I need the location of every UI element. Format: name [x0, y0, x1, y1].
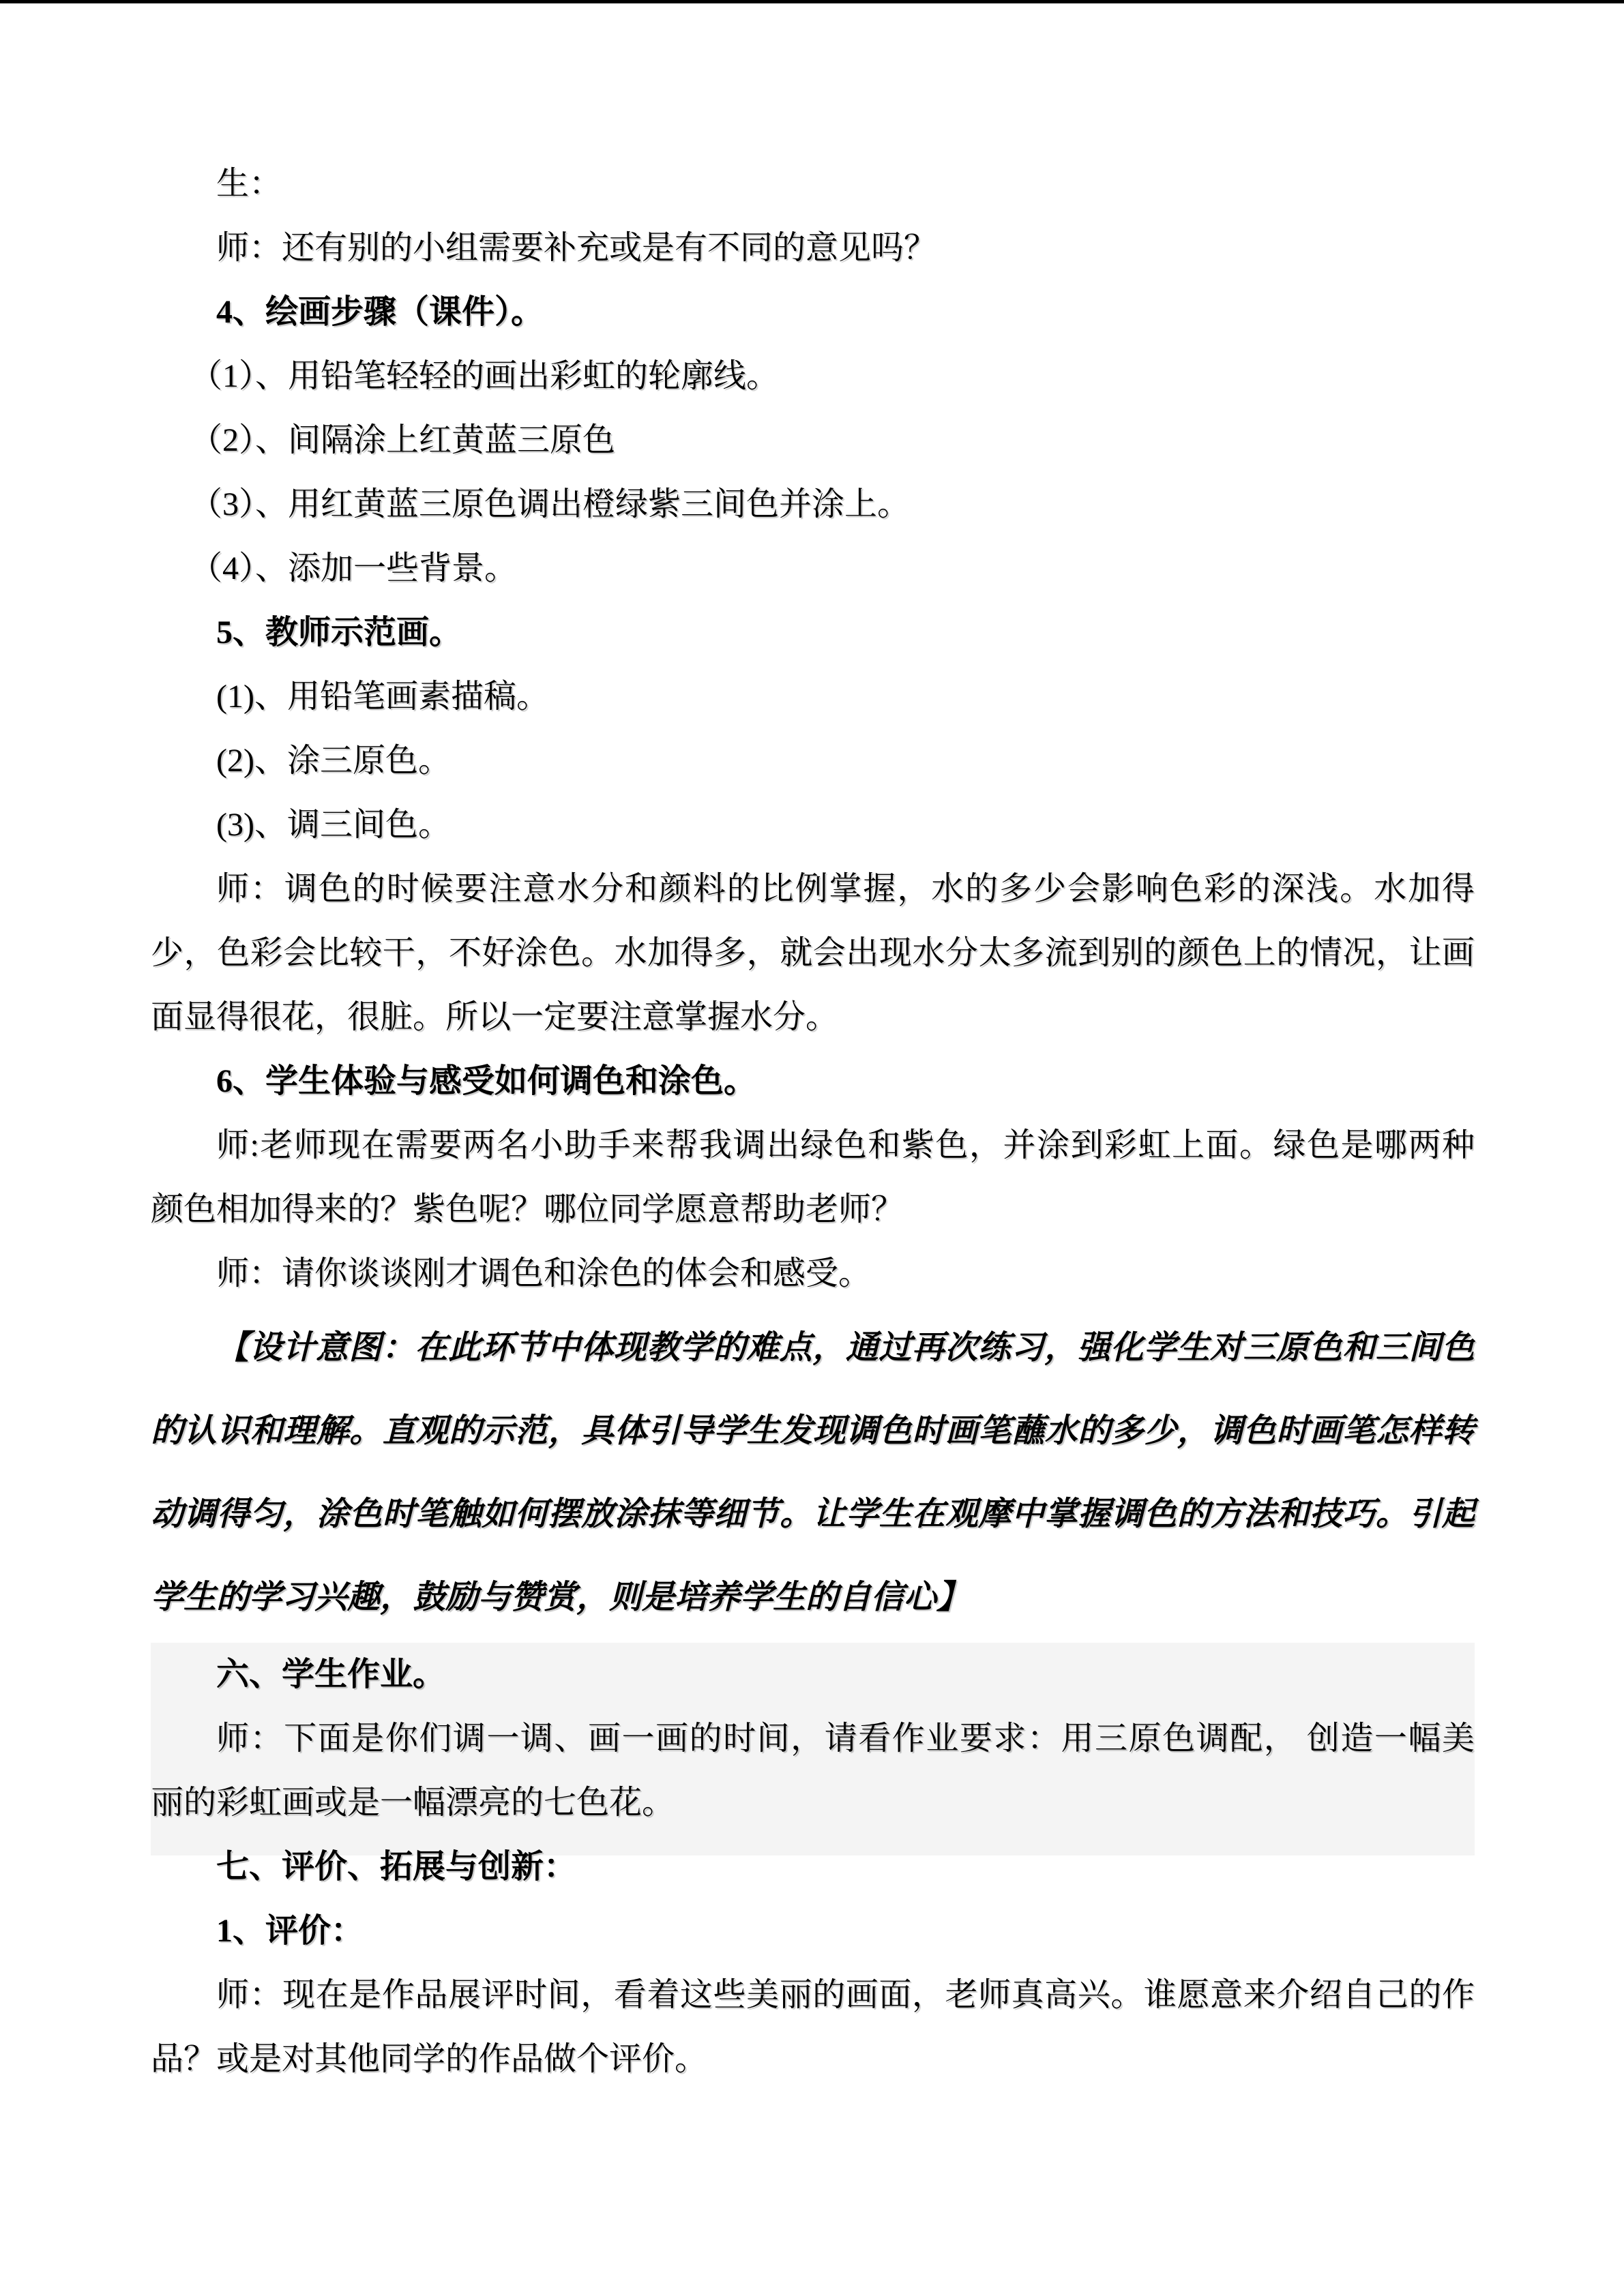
dialog-line: 师：现在是作品展评时间，看着这些美丽的画面，老师真高兴。谁愿意来介绍自己的作 — [216, 1977, 1475, 2013]
dialog-line: 师：还有别的小组需要补充或是有不同的意见吗？ — [216, 230, 937, 266]
paragraph-line: 品？或是对其他同学的作品做个评价。 — [151, 2041, 708, 2077]
paragraph-line: 少，色彩会比较干，不好涂色。水加得多，就会出现水分太多流到别的颜色上的情况，让画 — [151, 935, 1475, 971]
design-note-line: 【设计意图：在此环节中体现教学的难点，通过再次练习，强化学生对三原色和三间色 — [216, 1328, 1475, 1367]
design-intent-note — [151, 1306, 1475, 1639]
design-note-line: 的认识和理解。直观的示范，具体引导学生发现调色时画笔蘸水的多少，调色时画笔怎样转 — [151, 1412, 1475, 1450]
paragraph-line: 丽的彩虹画或是一幅漂亮的七色花。 — [151, 1785, 675, 1821]
list-item: （3）、用红黄蓝三原色调出橙绿紫三间色并涂上。 — [190, 486, 911, 522]
section-heading: 1、评价： — [216, 1913, 364, 1949]
section-heading: 5、教师示范画。 — [216, 614, 462, 651]
design-note-line: 动调得匀，涂色时笔触如何摆放涂抹等细节。让学生在观摩中掌握调色的方法和技巧。引起 — [151, 1495, 1475, 1533]
dialog-line: 师：下面是你们调一调、画一画的时间，请看作业要求：用三原色调配， 创造一幅美 — [216, 1720, 1475, 1757]
page-top-border — [0, 0, 1624, 3]
section-heading: 4、绘画步骤（课件）。 — [216, 294, 544, 330]
document-content — [151, 0, 1475, 2091]
list-item: (2)、涂三原色。 — [216, 743, 451, 779]
paragraph-line: 颜色相加得来的？紫色呢？哪位同学愿意帮助老师？ — [151, 1191, 904, 1227]
list-item: （1）、用铅笔轻轻的画出彩虹的轮廓线。 — [190, 358, 780, 394]
list-item: (3)、调三间色。 — [216, 807, 451, 843]
design-note-line: 学生的学习兴趣，鼓励与赞赏，则是培养学生的自信心】 — [151, 1578, 970, 1616]
dialog-line: 师：调色的时候要注意水分和颜料的比例掌握，水的多少会影响色彩的深浅。水加得 — [216, 871, 1475, 907]
list-item: （2）、间隔涂上红黄蓝三原色 — [190, 422, 616, 458]
student-homework-section — [151, 1643, 1475, 1855]
paragraph-line: 面显得很花，很脏。所以一定要注意掌握水分。 — [151, 999, 839, 1035]
section-heading: 七、评价、拓展与创新： — [216, 1849, 577, 1885]
section-heading: 6、学生体验与感受如何调色和涂色。 — [216, 1063, 757, 1099]
section-heading: 六、学生作业。 — [216, 1656, 446, 1693]
list-item: （4）、添加一些背景。 — [190, 550, 518, 586]
dialog-line: 师:老师现在需要两名小助手来帮我调出绿色和紫色，并涂到彩虹上面。绿色是哪两种 — [216, 1127, 1475, 1163]
dialog-line: 生： — [216, 166, 282, 202]
dialog-line: 师：请你谈谈刚才调色和涂色的体会和感受。 — [216, 1255, 872, 1292]
list-item: (1)、用铅笔画素描稿。 — [216, 679, 549, 715]
